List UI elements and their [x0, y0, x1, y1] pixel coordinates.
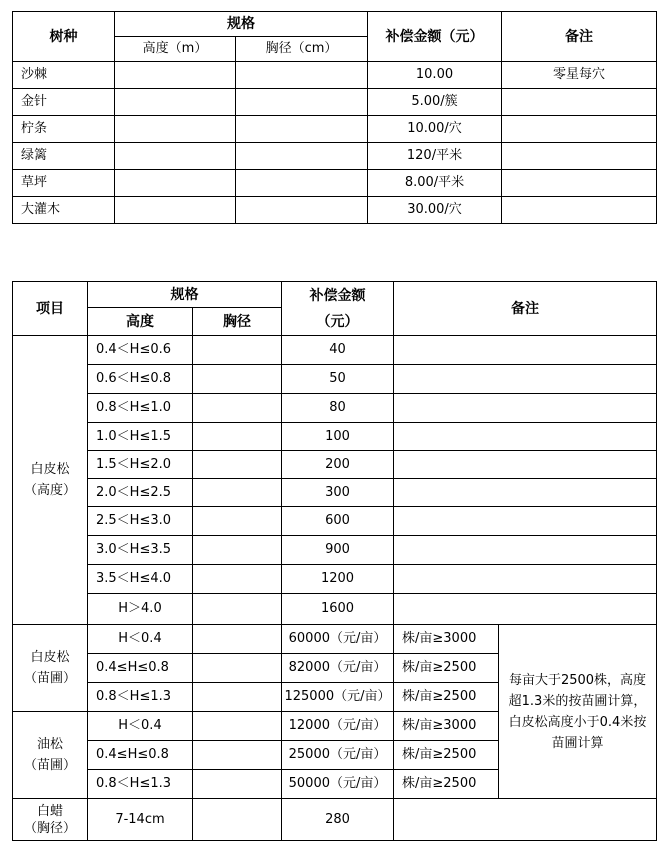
diameter-cell [193, 654, 282, 683]
amount-cell: 25000（元/亩） [282, 741, 394, 770]
diameter-range-cell: 7-14cm [88, 799, 193, 841]
group-label-line2: （苗圃） [23, 671, 76, 686]
note-cell [502, 143, 657, 170]
amount-cell: 1600 [282, 594, 394, 625]
note-cell [502, 116, 657, 143]
density-cell: 株/亩≥3000 [394, 625, 499, 654]
header-note: 备注 [502, 12, 657, 62]
note-cell [394, 451, 657, 479]
note-cell [394, 394, 657, 423]
height-cell [115, 116, 236, 143]
diameter-cell [193, 565, 282, 594]
height-cell [115, 143, 236, 170]
amount-cell: 30.00/穴 [368, 197, 502, 224]
amount-cell: 125000（元/亩） [282, 683, 394, 712]
header-amount [282, 282, 394, 336]
diameter-cell [193, 536, 282, 565]
table-row [13, 451, 657, 479]
diameter-cell [193, 712, 282, 741]
diameter-cell [193, 741, 282, 770]
density-cell: 株/亩≥2500 [394, 741, 499, 770]
height-cell: 2.5＜H≤3.0 [88, 507, 193, 536]
header-spec: 规格 [115, 12, 368, 37]
height-cell: H＜0.4 [88, 625, 193, 654]
table-row [13, 336, 657, 365]
header-amount-line1: 补偿金额 [309, 287, 366, 304]
diameter-cell [236, 62, 368, 89]
note-cell [502, 89, 657, 116]
diameter-cell [193, 507, 282, 536]
diameter-cell [236, 170, 368, 197]
height-cell: 0.4≤H≤0.8 [88, 654, 193, 683]
density-cell: 株/亩≥2500 [394, 683, 499, 712]
diameter-cell [193, 394, 282, 423]
height-cell: 1.5＜H≤2.0 [88, 451, 193, 479]
amount-cell: 12000（元/亩） [282, 712, 394, 741]
diameter-cell [193, 336, 282, 365]
table-row [13, 594, 657, 625]
note-cell [394, 799, 657, 841]
amount-cell: 50000（元/亩） [282, 770, 394, 799]
note-cell [394, 565, 657, 594]
note-cell [394, 594, 657, 625]
note-cell [502, 197, 657, 224]
header-height: 高度 [88, 308, 193, 336]
amount-cell: 8.00/平米 [368, 170, 502, 197]
group-label-line2: （高度） [23, 483, 76, 498]
table-row [13, 507, 657, 536]
header-amount-line2: （元） [316, 313, 359, 330]
species-cell: 柠条 [13, 116, 115, 143]
shrub-compensation-table [12, 11, 657, 224]
amount-cell: 280 [282, 799, 394, 841]
note-cell [394, 507, 657, 536]
height-cell [115, 89, 236, 116]
note-cell [394, 365, 657, 394]
table-row [13, 170, 657, 197]
table-row [13, 536, 657, 565]
header-diameter: 胸径 [193, 308, 282, 336]
amount-cell: 120/平米 [368, 143, 502, 170]
height-cell [115, 62, 236, 89]
note-cell [394, 536, 657, 565]
note-cell [502, 170, 657, 197]
diameter-cell [193, 625, 282, 654]
amount-cell: 600 [282, 507, 394, 536]
height-cell: 2.0＜H≤2.5 [88, 479, 193, 507]
table-row [13, 197, 657, 224]
group-label-line2: （胸径） [23, 820, 76, 836]
amount-cell: 300 [282, 479, 394, 507]
pine-compensation-table [12, 281, 657, 841]
amount-cell: 80 [282, 394, 394, 423]
amount-cell: 40 [282, 336, 394, 365]
height-cell: 0.4＜H≤0.6 [88, 336, 193, 365]
density-cell: 株/亩≥2500 [394, 654, 499, 683]
amount-cell: 5.00/簇 [368, 89, 502, 116]
diameter-cell [193, 770, 282, 799]
table-row [13, 799, 657, 841]
table-row [13, 394, 657, 423]
table-row [13, 62, 657, 89]
amount-cell: 10.00 [368, 62, 502, 89]
header-amount: 补偿金额（元） [368, 12, 502, 62]
diameter-cell [236, 89, 368, 116]
diameter-cell [236, 143, 368, 170]
header-item: 项目 [13, 282, 88, 336]
species-cell: 绿篱 [13, 143, 115, 170]
group-label-line1: 油松 [36, 737, 63, 752]
diameter-cell [193, 365, 282, 394]
nursery-note: 每亩大于2500株，高度超1.3米的按苗圃计算，白皮松高度小于0.4米按苗圃计算 [499, 625, 657, 799]
height-cell: 0.6＜H≤0.8 [88, 365, 193, 394]
table-row [13, 365, 657, 394]
diameter-cell [193, 799, 282, 841]
diameter-cell [236, 197, 368, 224]
density-cell: 株/亩≥3000 [394, 712, 499, 741]
group-label-ash-diameter [13, 799, 88, 841]
group-label-pine-height [13, 336, 88, 625]
header-note: 备注 [394, 282, 657, 336]
diameter-cell [193, 451, 282, 479]
note-cell [394, 479, 657, 507]
amount-cell: 1200 [282, 565, 394, 594]
group-label-line1: 白蜡 [36, 803, 63, 819]
height-cell: H＜0.4 [88, 712, 193, 741]
header-spec: 规格 [88, 282, 282, 308]
table-row [13, 116, 657, 143]
group-label-line1: 白皮松 [30, 462, 70, 477]
species-cell: 草坪 [13, 170, 115, 197]
diameter-cell [193, 594, 282, 625]
height-cell: 0.8＜H≤1.0 [88, 394, 193, 423]
amount-cell: 200 [282, 451, 394, 479]
amount-cell: 900 [282, 536, 394, 565]
table-row [13, 89, 657, 116]
amount-cell: 82000（元/亩） [282, 654, 394, 683]
height-cell: 0.8＜H≤1.3 [88, 770, 193, 799]
amount-cell: 50 [282, 365, 394, 394]
note-cell [394, 336, 657, 365]
diameter-cell [193, 683, 282, 712]
height-cell: H＞4.0 [88, 594, 193, 625]
species-cell: 大灌木 [13, 197, 115, 224]
height-cell: 0.4≤H≤0.8 [88, 741, 193, 770]
diameter-cell [236, 116, 368, 143]
table-row [13, 143, 657, 170]
species-cell: 沙棘 [13, 62, 115, 89]
diameter-cell [193, 479, 282, 507]
height-cell [115, 197, 236, 224]
header-diameter: 胸径（cm） [236, 37, 368, 62]
table-row [13, 423, 657, 451]
height-cell: 0.8＜H≤1.3 [88, 683, 193, 712]
amount-cell: 60000（元/亩） [282, 625, 394, 654]
group-label-line1: 白皮松 [30, 650, 70, 665]
table-row [13, 479, 657, 507]
species-cell: 金针 [13, 89, 115, 116]
note-cell [394, 423, 657, 451]
height-cell: 3.0＜H≤3.5 [88, 536, 193, 565]
header-species: 树种 [13, 12, 115, 62]
density-cell: 株/亩≥2500 [394, 770, 499, 799]
height-cell: 3.5＜H≤4.0 [88, 565, 193, 594]
height-cell: 1.0＜H≤1.5 [88, 423, 193, 451]
note-cell: 零星每穴 [502, 62, 657, 89]
diameter-cell [193, 423, 282, 451]
group-label-pine-nursery [13, 625, 88, 712]
amount-cell: 100 [282, 423, 394, 451]
group-label-oil-pine-nursery [13, 712, 88, 799]
height-cell [115, 170, 236, 197]
amount-cell: 10.00/穴 [368, 116, 502, 143]
table-row [13, 625, 657, 654]
table-row [13, 565, 657, 594]
header-height: 高度（m） [115, 37, 236, 62]
group-label-line2: （苗圃） [23, 758, 76, 773]
